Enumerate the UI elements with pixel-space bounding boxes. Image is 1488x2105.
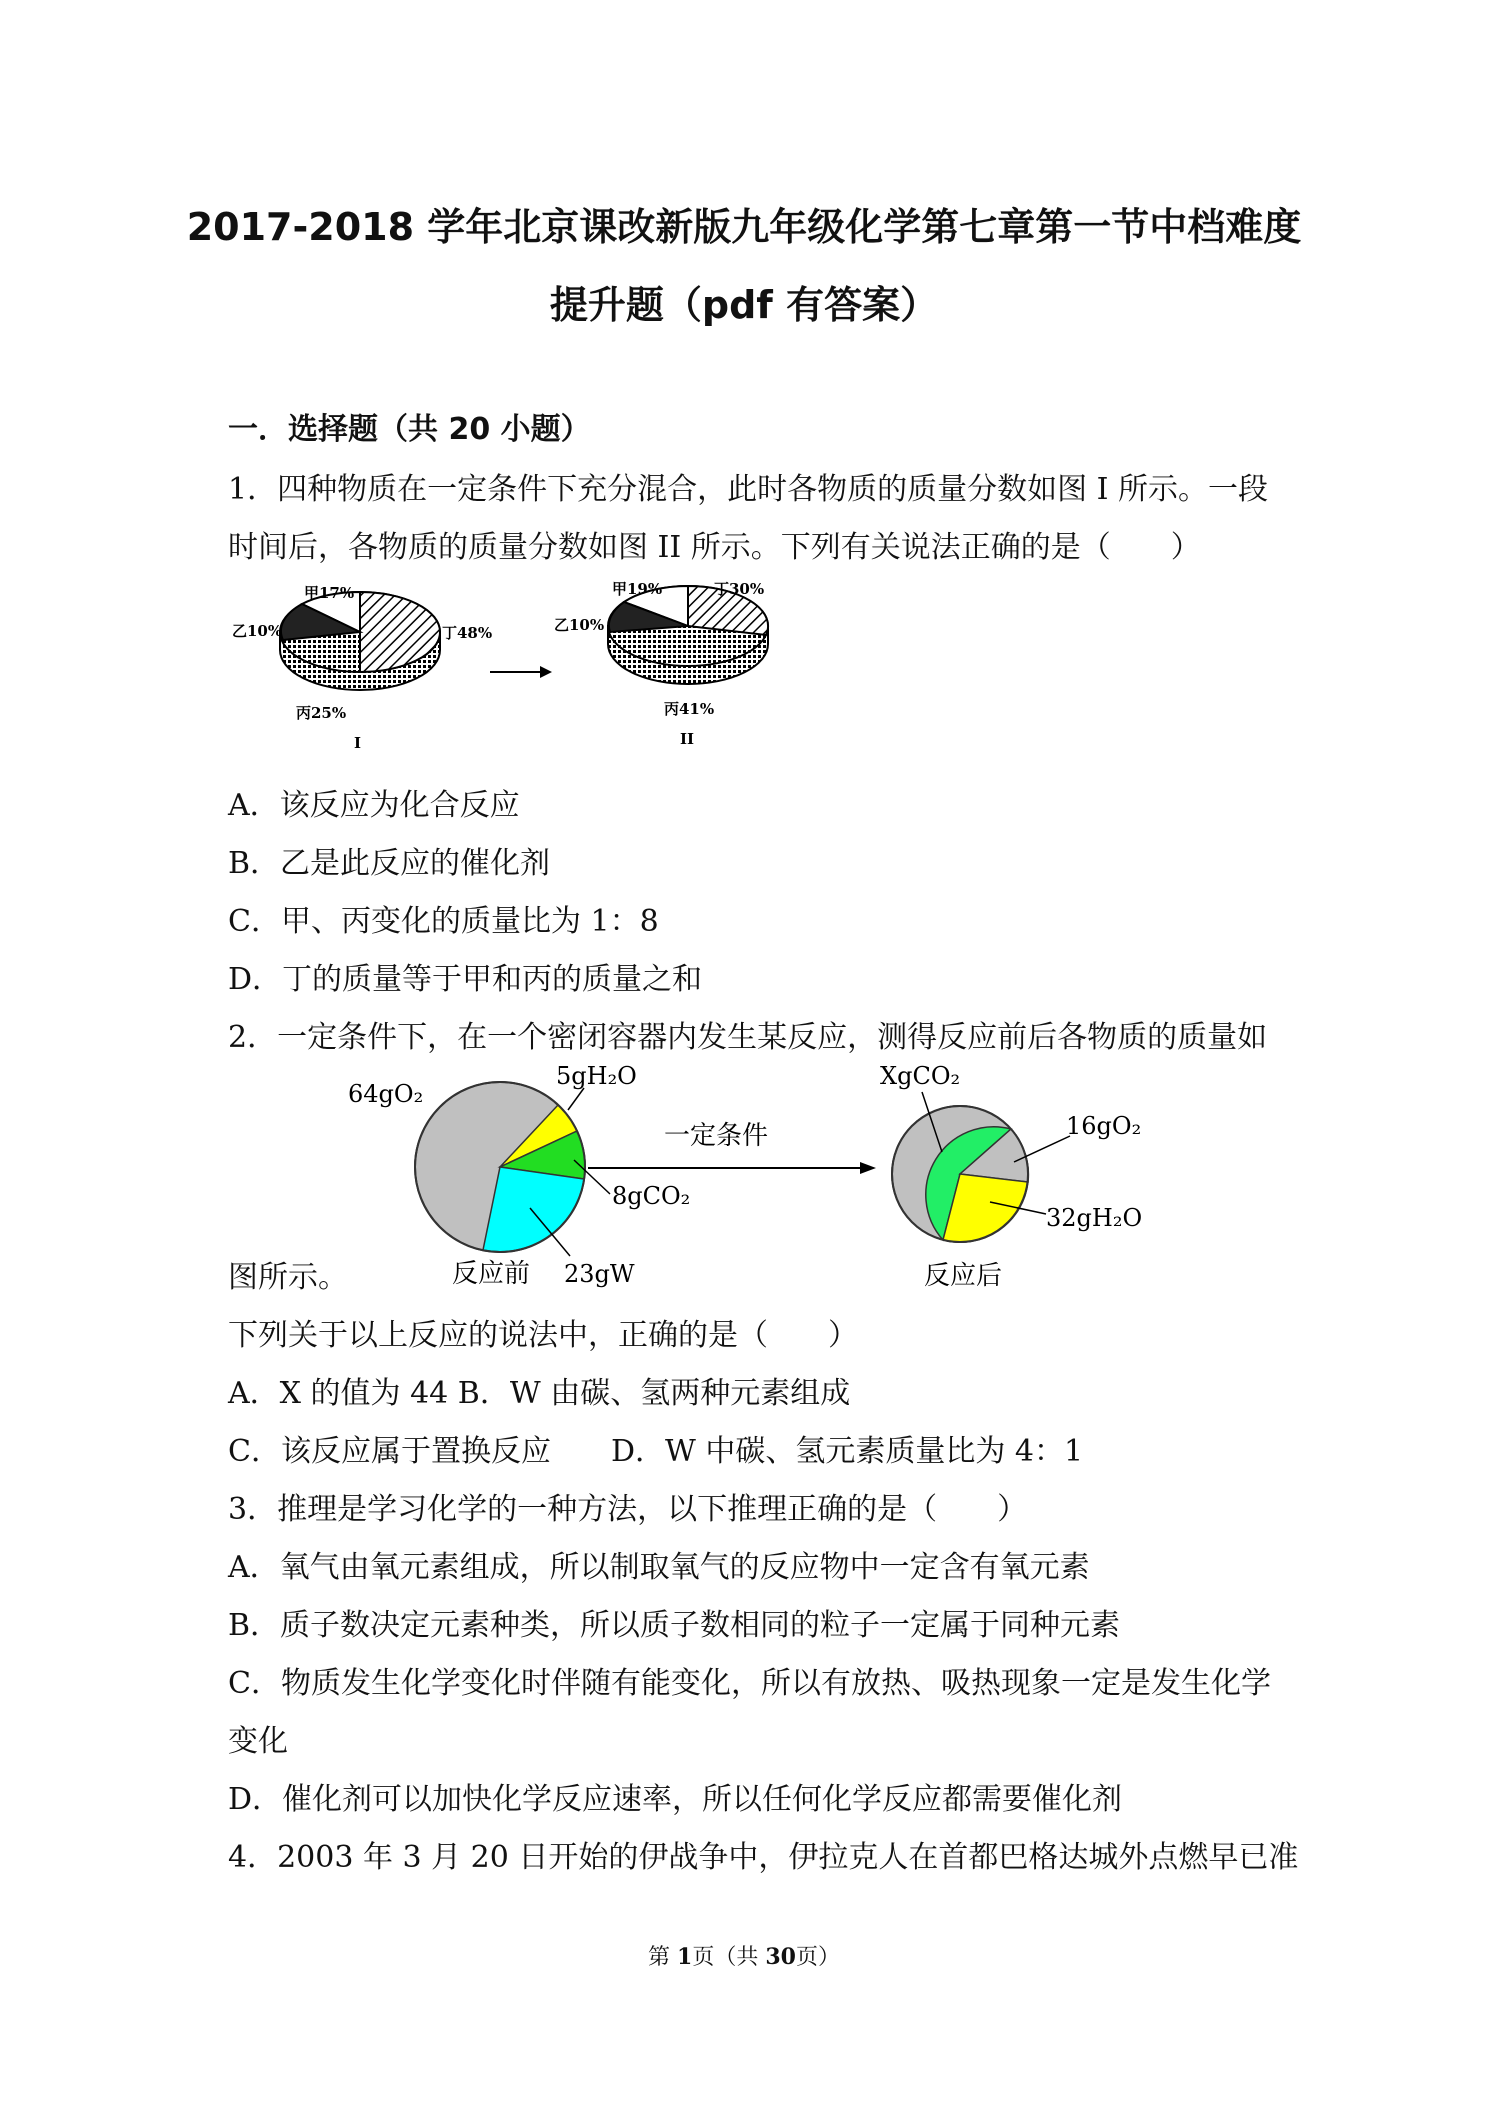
page-footer xyxy=(0,1940,1488,1971)
chart-II-label-yi: 乙10% xyxy=(554,616,605,634)
section-heading: 一．选择题（共 20 小题） xyxy=(228,412,591,447)
q1-text-line2: 时间后，各物质的质量分数如图 II 所示。下列有关说法正确的是（ ） xyxy=(228,530,1201,565)
page-title-line1: 2017-2018 学年北京课改新版九年级化学第七章第一节中档难度 xyxy=(186,205,1302,249)
before-label-co2: 8gCO₂ xyxy=(612,1182,691,1210)
q1-option-a: A．该反应为化合反应 xyxy=(228,788,520,823)
before-leader-h2o xyxy=(568,1088,584,1110)
chart-I-label-yi: 乙10% xyxy=(232,622,283,640)
after-label-o2: 16gO₂ xyxy=(1066,1112,1142,1140)
before-caption: 反应前 xyxy=(452,1259,531,1289)
q1-chart-I xyxy=(232,584,492,752)
q3-option-c-line1: C．物质发生化学变化时伴随有能变化，所以有放热、吸热现象一定是发生化学 xyxy=(228,1666,1271,1701)
q2-options-ab: A．X 的值为 44 B．W 由碳、氢两种元素组成 xyxy=(228,1376,851,1411)
chart-II-label-bing: 丙41% xyxy=(664,700,715,718)
q2-text-line1: 2．一定条件下，在一个密闭容器内发生某反应，测得反应前后各物质的质量如 xyxy=(228,1020,1268,1055)
q2-options-cd: C．该反应属于置换反应 D．W 中碳、氢元素质量比为 4：1 xyxy=(228,1434,1084,1469)
chart-I-label-jia: 甲17% xyxy=(304,584,355,602)
q2-chart-after xyxy=(880,1062,1142,1291)
q1-arrow-head xyxy=(540,666,552,678)
footer-mid: 页（共 xyxy=(692,1945,766,1970)
q3-option-d: D．催化剂可以加快化学反应速率，所以任何化学反应都需要催化剂 xyxy=(228,1782,1123,1817)
after-label-co2: XgCO₂ xyxy=(880,1062,961,1090)
q4-text: 4．2003 年 3 月 20 日开始的伊战争中，伊拉克人在首都巴格达城外点燃早已准 xyxy=(228,1840,1299,1875)
q3-option-a: A．氧气由氧元素组成，所以制取氧气的反应物中一定含有氧元素 xyxy=(228,1550,1090,1585)
q3-option-b: B．质子数决定元素种类，所以质子数相同的粒子一定属于同种元素 xyxy=(228,1608,1121,1643)
footer-total-pages: 30 xyxy=(765,1944,796,1970)
q3-option-c-line2: 变化 xyxy=(228,1724,288,1759)
q2-question: 下列关于以上反应的说法中，正确的是（ ） xyxy=(228,1318,858,1353)
q2-chart-before xyxy=(348,1062,690,1289)
chart-II-label-ding: 丁30% xyxy=(714,580,765,598)
q1-text-line1: 1．四种物质在一定条件下充分混合，此时各物质的质量分数如图 I 所示。一段 xyxy=(228,472,1269,507)
chart-I-label-bing: 丙25% xyxy=(296,704,347,722)
before-label-w: 23gW xyxy=(564,1260,635,1288)
q3-text: 3．推理是学习化学的一种方法，以下推理正确的是（ ） xyxy=(228,1492,1028,1527)
chart-I-caption: I xyxy=(354,734,362,752)
before-slice-w xyxy=(483,1167,584,1252)
page-title-line2: 提升题（pdf 有答案） xyxy=(549,283,939,327)
q1-option-b: B．乙是此反应的催化剂 xyxy=(228,846,551,881)
q1-chart-II xyxy=(554,580,768,748)
chart-I-label-ding: 丁48% xyxy=(442,624,493,642)
before-label-o2: 64gO₂ xyxy=(348,1080,424,1108)
q2-pie-figure xyxy=(330,1062,1150,1292)
chart-II-caption: II xyxy=(680,730,695,748)
q2-arrow-label: 一定条件 xyxy=(664,1121,769,1151)
after-caption: 反应后 xyxy=(924,1261,1003,1291)
footer-pre: 第 xyxy=(648,1945,678,1970)
after-label-h2o: 32gH₂O xyxy=(1046,1204,1143,1232)
q1-option-d: D．丁的质量等于甲和丙的质量之和 xyxy=(228,962,703,997)
chart-II-label-jia: 甲19% xyxy=(612,580,663,598)
footer-page-number: 1 xyxy=(677,1944,693,1970)
before-label-h2o: 5gH₂O xyxy=(556,1062,637,1090)
q2-text-line2: 图所示。 xyxy=(228,1260,348,1295)
q2-arrow-head xyxy=(860,1162,876,1174)
footer-post: 页） xyxy=(795,1945,840,1970)
q1-option-c: C．甲、丙变化的质量比为 1：8 xyxy=(228,904,659,939)
q1-pie-figure xyxy=(228,580,788,756)
q2-arrow xyxy=(588,1121,876,1174)
